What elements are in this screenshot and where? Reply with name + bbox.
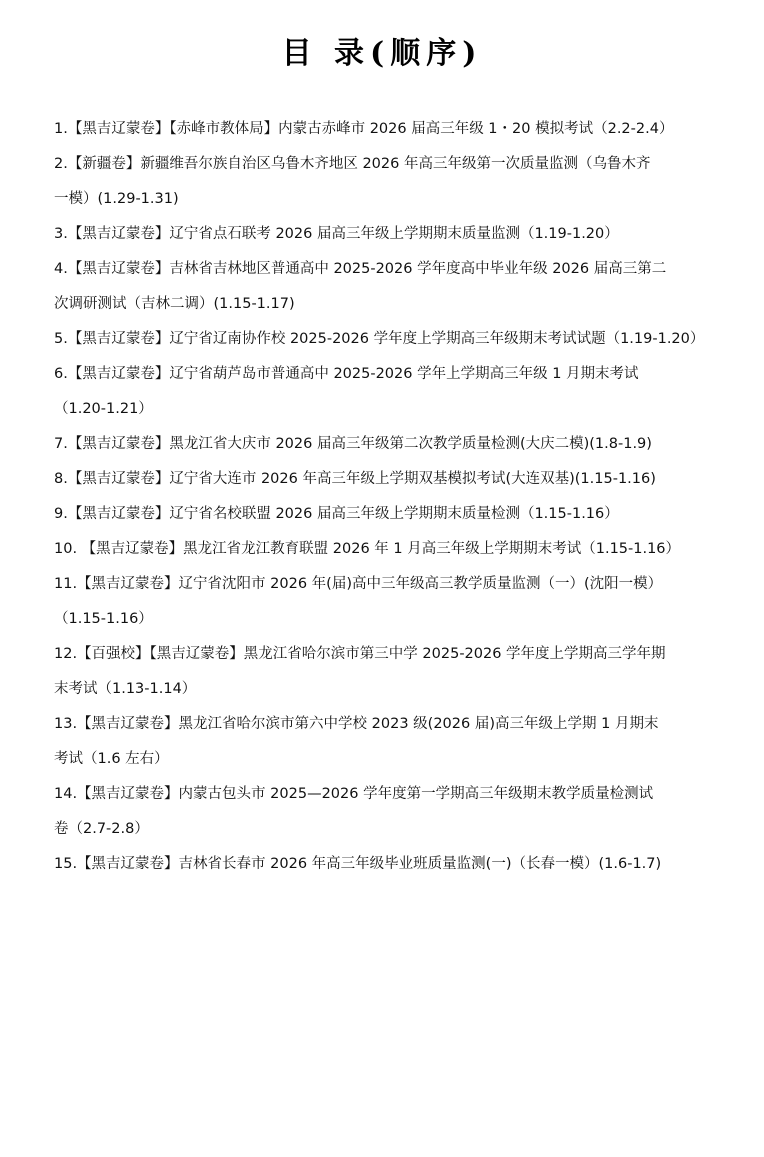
toc-item-text: 13.【黑吉辽蒙卷】黑龙江省哈尔滨市第六中学校 2023 级(2026 届)高三年级上学期 1 月期末 xyxy=(54,716,659,732)
toc-item-15[interactable] xyxy=(54,847,734,882)
toc-item-4[interactable] xyxy=(54,252,734,322)
toc-item-text: 11.【黑吉辽蒙卷】辽宁省沈阳市 2026 年(届)高中三年级高三教学质量监测（一）(沈阳一模） xyxy=(54,576,663,592)
toc-item-11[interactable] xyxy=(54,567,734,637)
toc-item-text: 9.【黑吉辽蒙卷】辽宁省名校联盟 2026 届高三年级上学期期末质量检测（1.15-1.16） xyxy=(54,506,619,522)
toc-item-text-continued: 考试（1.6 左右） xyxy=(54,751,169,767)
toc-item-text: 8.【黑吉辽蒙卷】辽宁省大连市 2026 年高三年级上学期双基模拟考试(大连双基)(1.15-1.16) xyxy=(54,471,656,487)
toc-item-text: 15.【黑吉辽蒙卷】吉林省长春市 2026 年高三年级毕业班质量监测(一)（长春一模）(1.6-1.7) xyxy=(54,856,662,872)
toc-item-14[interactable] xyxy=(54,777,734,847)
toc-item-12[interactable] xyxy=(54,637,734,707)
toc-item-text: 2.【新疆卷】新疆维吾尔族自治区乌鲁木齐地区 2026 年高三年级第一次质量监测（乌鲁木齐 xyxy=(54,156,651,172)
toc-item-3[interactable] xyxy=(54,217,734,252)
toc-item-text: 7.【黑吉辽蒙卷】黑龙江省大庆市 2026 届高三年级第二次教学质量检测(大庆二模)(1.8-1.9) xyxy=(54,436,652,452)
toc-item-text-continued: 卷（2.7-2.8） xyxy=(54,821,149,837)
toc-item-text: 3.【黑吉辽蒙卷】辽宁省点石联考 2026 届高三年级上学期期末质量监测（1.19-1.20） xyxy=(54,226,619,242)
toc-item-text: 1.【黑吉辽蒙卷】【赤峰市教体局】内蒙古赤峰市 2026 届高三年级 1・20 模拟考试（2.2-2.4） xyxy=(54,121,674,137)
table-of-contents xyxy=(54,112,734,882)
toc-item-text-continued: （1.15-1.16） xyxy=(54,611,153,627)
toc-item-text: 4.【黑吉辽蒙卷】吉林省吉林地区普通高中 2025-2026 学年度高中毕业年级 2026 届高三第二 xyxy=(54,261,667,277)
toc-item-5[interactable] xyxy=(54,322,734,357)
toc-item-10[interactable] xyxy=(54,532,734,567)
toc-item-7[interactable] xyxy=(54,427,734,462)
toc-item-text: 6.【黑吉辽蒙卷】辽宁省葫芦岛市普通高中 2025-2026 学年上学期高三年级 1 月期末考试 xyxy=(54,366,639,382)
toc-item-text: 14.【黑吉辽蒙卷】内蒙古包头市 2025—2026 学年度第一学期高三年级期末教学质量检测试 xyxy=(54,786,654,802)
page-title: 目 录(顺序) xyxy=(281,36,483,71)
toc-item-13[interactable] xyxy=(54,707,734,777)
toc-item-1[interactable] xyxy=(54,112,734,147)
toc-item-2[interactable] xyxy=(54,147,734,217)
toc-item-text: 5.【黑吉辽蒙卷】辽宁省辽南协作校 2025-2026 学年度上学期高三年级期末考试试题（1.19-1.20） xyxy=(54,331,705,347)
toc-item-text-continued: 末考试（1.13-1.14） xyxy=(54,681,197,697)
toc-item-text: 10. 【黑吉辽蒙卷】黑龙江省龙江教育联盟 2026 年 1 月高三年级上学期期末考试（1.15-1.16） xyxy=(54,541,681,557)
toc-item-text-continued: 一模）(1.29-1.31) xyxy=(54,191,179,207)
toc-item-text-continued: 次调研测试（吉林二调）(1.15-1.17) xyxy=(54,296,295,312)
toc-item-text: 12.【百强校】【黑吉辽蒙卷】黑龙江省哈尔滨市第三中学 2025-2026 学年度上学期高三学年期 xyxy=(54,646,666,662)
toc-item-8[interactable] xyxy=(54,462,734,497)
toc-item-6[interactable] xyxy=(54,357,734,427)
toc-item-9[interactable] xyxy=(54,497,734,532)
toc-item-text-continued: （1.20-1.21） xyxy=(54,401,153,417)
